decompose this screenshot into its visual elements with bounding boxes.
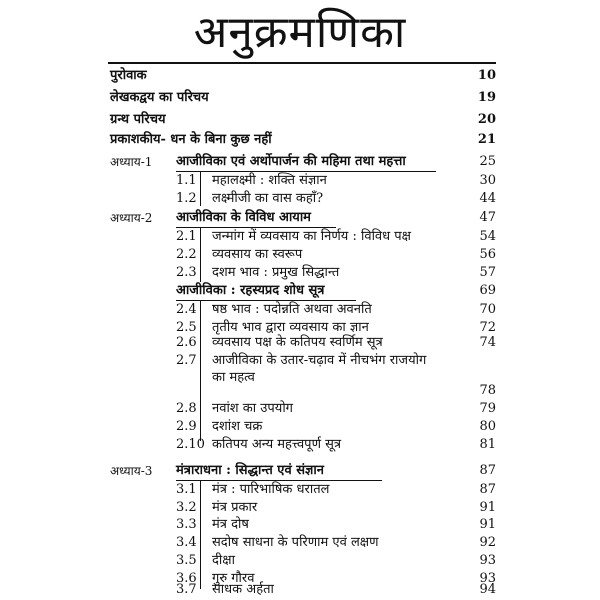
section-number: 3.1: [176, 482, 197, 497]
section-number: 3.2: [176, 500, 197, 515]
toc-page-number: 81: [479, 437, 496, 452]
section-title: व्यवसाय पक्ष के कतिपय स्वर्णिम सूत्र: [212, 335, 383, 350]
section-number: 2.5: [176, 320, 197, 335]
toc-page-number: 70: [479, 302, 496, 317]
toc-section-row: [0, 399, 600, 419]
toc-front-label: लेखकद्वय का परिचय: [110, 90, 209, 105]
toc-subhead-row: [0, 281, 600, 301]
toc-section-row: [0, 533, 600, 553]
toc-page-number: 72: [479, 320, 496, 335]
section-title: महालक्ष्मी : शक्ति संज्ञान: [212, 173, 327, 188]
toc-page-number: 92: [479, 535, 496, 550]
section-number: 2.7: [176, 353, 197, 368]
section-number: 2.1: [176, 229, 197, 244]
toc-page-number: 93: [479, 553, 496, 568]
toc-page-number: 87: [479, 463, 496, 478]
toc-page-number: 47: [479, 210, 496, 225]
section-title: नवांश का उपयोग: [212, 401, 293, 416]
section-number: 2.3: [176, 265, 197, 280]
toc-section-row: [0, 300, 600, 320]
toc-page-number: 93: [479, 571, 496, 586]
toc-front-label: ग्रन्थ परिचय: [110, 112, 166, 127]
toc-page-number: 20: [477, 112, 496, 127]
section-number: 3.3: [176, 517, 197, 532]
section-number: 2.8: [176, 401, 197, 416]
section-number: 3.7: [176, 582, 197, 597]
chapter-title: आजीविका के विविध आयाम: [176, 210, 311, 225]
toc-page-number: 54: [479, 229, 496, 244]
toc-chapter-row: [0, 208, 600, 228]
toc-page-number: 87: [479, 482, 496, 497]
toc-page-number: 80: [479, 419, 496, 434]
toc-page-number: 94: [479, 582, 496, 597]
section-title: जन्मांग में व्यवसाय का निर्णय : विविध पक्ष: [212, 229, 411, 244]
section-number: 1.2: [176, 191, 197, 206]
toc-page-number: 10: [477, 68, 496, 83]
section-title: दीक्षा: [212, 553, 235, 568]
toc-section-row: [0, 515, 600, 535]
section-title: व्यवसाय का स्वरूप: [212, 247, 303, 262]
toc-front-label: प्रकाशकीय- धन के बिना कुछ नहीं: [110, 132, 272, 147]
toc-front-label: पुरोवाक: [110, 68, 147, 83]
section-title: कतिपय अन्य महत्त्वपूर्ण सूत्र: [212, 437, 342, 452]
toc-front-row: [0, 110, 600, 130]
toc-page-number: 21: [477, 132, 496, 147]
toc-page-number: 57: [479, 265, 496, 280]
toc-section-row: [0, 227, 600, 247]
toc-front-row: [0, 88, 600, 108]
section-title: सदोष साधना के परिणाम एवं लक्षण: [212, 535, 379, 550]
section-title: आजीविका के उतार-चढ़ाव में नीचभंग राजयोग: [212, 353, 427, 368]
chapter-title: आजीविका एवं अर्थोपार्जन की महिमा तथा महत्ता: [176, 154, 406, 169]
toc-page-row: [0, 381, 600, 401]
toc-page-number: 69: [479, 283, 496, 298]
section-number: 2.10: [176, 437, 205, 452]
toc-chapter-row: [0, 461, 600, 481]
section-title: दशम भाव : प्रमुख सिद्धान्त: [212, 265, 340, 280]
toc-section-row: [0, 435, 600, 455]
section-title: षष्ठ भाव : पदोन्नति अथवा अवनति: [212, 302, 372, 317]
toc-section-row: [0, 171, 600, 191]
toc-page-number: 44: [479, 191, 496, 206]
section-number: 3.6: [176, 571, 197, 586]
section-title: दशांश चक्र: [212, 419, 263, 434]
section-title: तृतीय भाव द्वारा व्यवसाय का ज्ञान: [212, 320, 369, 335]
toc-page-number: 74: [479, 335, 496, 350]
chapter-title: मंत्राराधना : सिद्धान्त एवं संज्ञान: [176, 463, 324, 478]
section-number: 3.4: [176, 535, 197, 550]
toc-page-number: 78: [479, 383, 496, 398]
section-title: साधक अर्हता: [212, 582, 274, 597]
toc-page-number: 91: [479, 500, 496, 515]
section-title: मंत्र प्रकार: [212, 500, 258, 515]
chapter-label: अध्याय-1: [110, 155, 153, 169]
section-number: 3.5: [176, 553, 197, 568]
toc-page-number: 91: [479, 517, 496, 532]
toc-section-row: [0, 245, 600, 265]
section-title: लक्ष्मीजी का वास कहाँ?: [212, 191, 324, 206]
section-number: 1.1: [176, 173, 197, 188]
toc-page-number: 79: [479, 401, 496, 416]
section-number: 2.6: [176, 335, 197, 350]
toc-section-row: [0, 551, 600, 571]
chapter-label: अध्याय-3: [110, 464, 153, 478]
toc-page-number: 56: [479, 247, 496, 262]
section-number: 2.2: [176, 247, 197, 262]
title-underline: [108, 62, 496, 64]
toc-front-row: [0, 66, 600, 86]
section-title: मंत्र : पारिभाषिक धरातल: [212, 482, 330, 497]
toc-section-row: [0, 417, 600, 437]
page-title: अनुक्रमणिका: [193, 7, 407, 58]
toc-section-row: [0, 263, 600, 283]
chapter-label: अध्याय-2: [110, 211, 153, 225]
section-number: 2.9: [176, 419, 197, 434]
toc-section-row: [0, 580, 600, 600]
toc-page-number: 25: [479, 154, 496, 169]
toc-chapter-row: [0, 152, 600, 172]
toc-section-row: [0, 333, 600, 353]
section-title-continuation: का महत्व: [212, 370, 255, 385]
toc-page-number: 19: [477, 90, 496, 105]
section-number: 2.4: [176, 302, 197, 317]
toc-front-row: [0, 130, 600, 150]
toc-section-row: [0, 189, 600, 209]
toc-page-number: 30: [479, 173, 496, 188]
toc-section-row: [0, 480, 600, 500]
subheading-title: आजीविका : रहस्यप्रद शोध सूत्र: [176, 283, 325, 298]
section-title: गुरु गौरव: [212, 571, 255, 586]
section-title: मंत्र दोष: [212, 517, 249, 532]
